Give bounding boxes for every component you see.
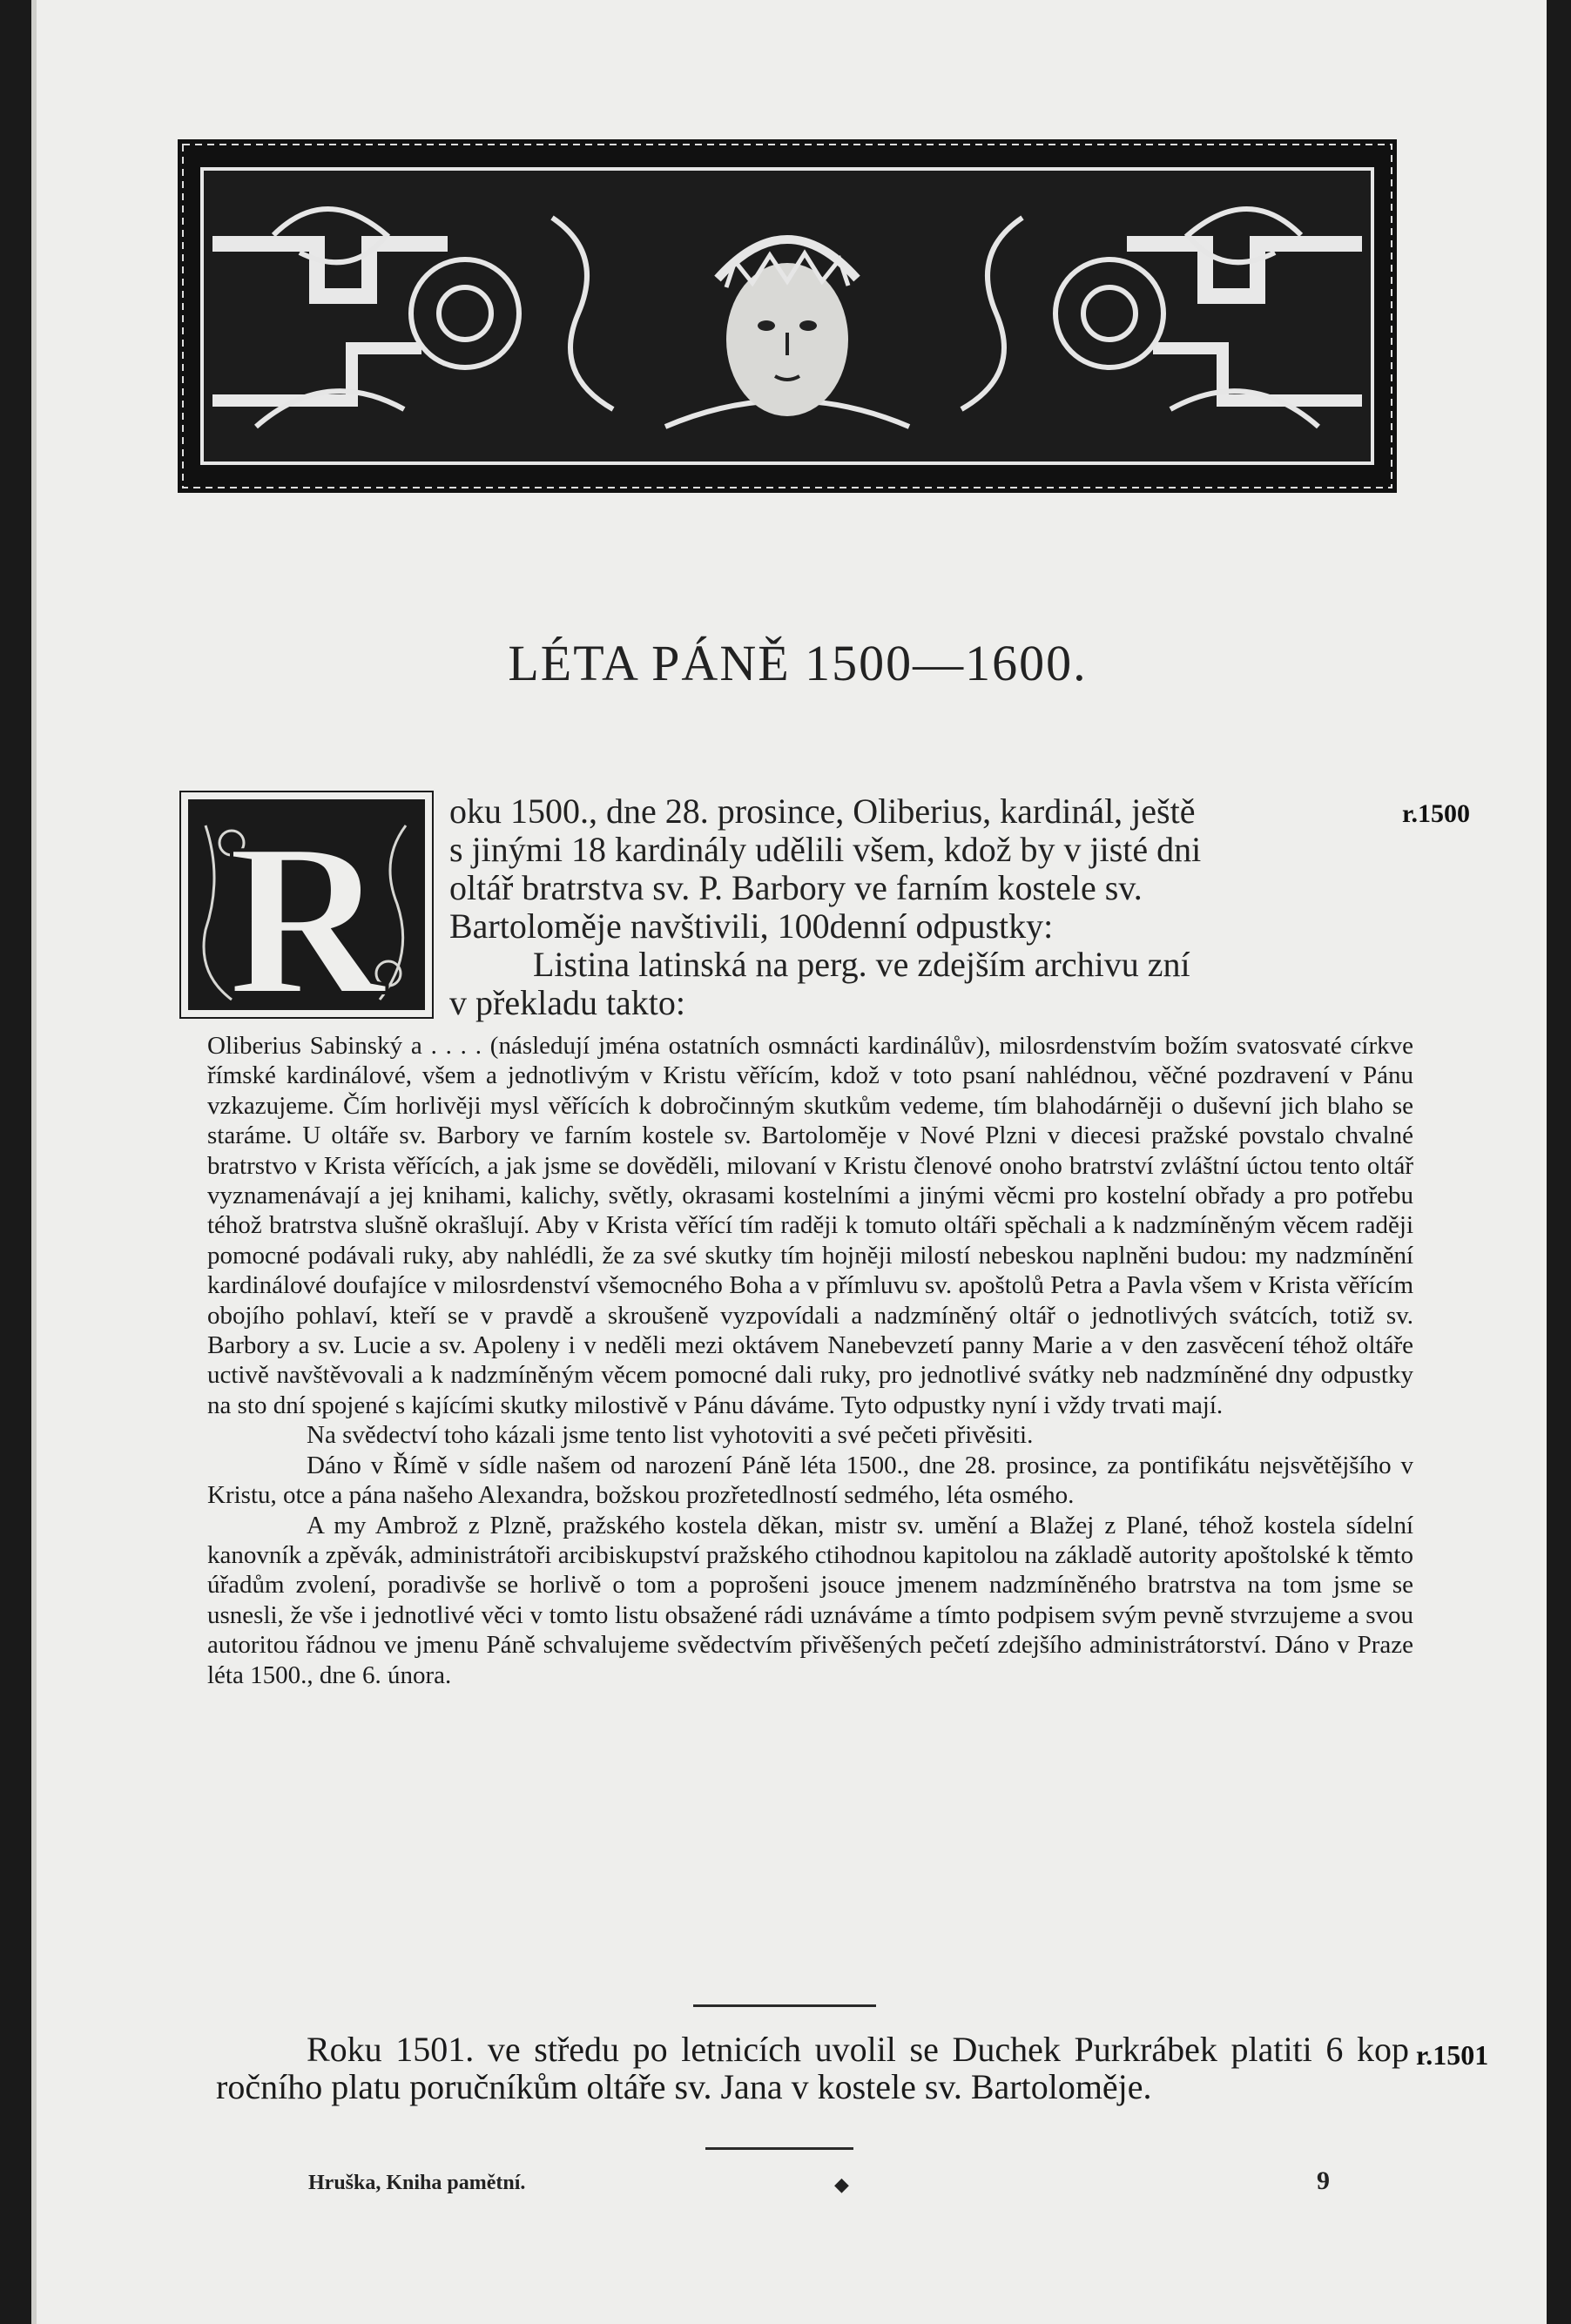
intro-lines xyxy=(449,792,1416,1022)
footer-source: Hruška, Kniha pamětní. xyxy=(308,2172,526,2194)
margin-year-1501: r.1501 xyxy=(1416,2039,1489,2071)
section-divider xyxy=(693,2004,876,2007)
book-page xyxy=(31,0,1547,2324)
dropcap-letter: R xyxy=(227,799,386,1019)
paragraph: A my Ambrož z Plzně, pražského kostela děkan, mistr sv. umění a Blažej z Plané, téhož kostela sídelní kanovník a zpěvák, administrátoři arcibiskupství pražského ctihodnou kapitolou na základě autority apoštolské k těmto úřadům zvolení, poradivše se horlivě o tom a poprošeni jsouce jmenem nadzmíněného bratrstva na tom jsme se usnesli, že vše i jednotlivé věci v tomto listu obsažené rádi uznáváme a tímto podpisem svým pevně stvrzujeme a svou autoritou řádnou ve jmenu Páně schvalujeme svědectvím přivěšených pečetí zdejšího administrátorství. Dáno v Praze léta 1500., dne 6. února. xyxy=(207,1511,1413,1689)
intro-line: s jinými 18 kardinály udělili všem, kdož by v jisté dni xyxy=(449,830,1202,869)
charter-translation xyxy=(207,1031,1413,1690)
paragraph: Oliberius Sabinský a . . . . (následují jména ostatních osmnácti kardinálův), milosrdenstvím božím svatosvaté církve římské kardinálové, všem a jednotlivým v Kristu věřícím, kdož v toto psaní nahlédnou, věčné pozdravení v Pánu vzkazujeme. Čím horlivěji mysl věřících k dobročinným skutkům vedeme, tím blahodárněji o duševní jich blaho se staráme. U oltáře sv. Barbory ve farním kostele sv. Bartoloměje v Nové Plzni v diecesi pražské povstalo chvalné bratrstvo v Krista věřících, a jak jsme se dověděli, milovaní v Kristu členové onoho bratrství zvláštní úctou tento oltář vyznamenávají a jej knihami, kalichy, světly, okrasami kostelními a jinými věcmi pro kostelní obřady a pro potřebu téhož bratrstva slušně okrašlují. Aby v Krista věřící tím raději k tomuto oltáři spěchali a k nadzmíněným věcem raději pomocné podávali ruky, aby nahlédli, že za své skutky tím hojněji milostí nebeskou naplněni budou: my nadzmínění kardinálové doufajíce v milosrdenství všemocného Boha a v přímluvu sv. apoštolů Petra a Pavla všem v Krista věřícím obojího pohlaví, kteří se v pravdě a skroušeně vyzpovídali a nadzmíněný oltář o jednotlivých svátcích, totiž sv. Barbory a sv. Lucie a sv. Apoleny i v neděli mezi oktávem Nanebevzetí panny Marie a v den zasvěcení téhož oltáře uctivě navštěvovali a k nadzmíněným věcem pomocné dali ruky, pro jednotlivé svátky neb nadzmíněné dny odpustky na sto dní spojené s kajícími skutky milostivě v Pánu dáváme. Tyto odpustky nyní i vždy trvati mají. xyxy=(207,1032,1413,1419)
section-divider xyxy=(705,2147,853,2150)
margin-year-1500: r.1500 xyxy=(1402,799,1471,828)
paragraph: Roku 1501. ve středu po letnicích uvolil se Duchek Purkrábek platiti 6 kop ročního platu poručníkům oltáře sv. Jana v kostele sv. Bartoloměje. xyxy=(216,2030,1409,2106)
entry-1501 xyxy=(216,2031,1409,2105)
page-title: LÉTA PÁNĚ 1500—1600. xyxy=(508,635,1088,691)
paragraph: Dáno v Římě v sídle našem od narození Páně léta 1500., dne 28. prosince, za pontifikátu nejsvětějšího v Kristu, otce a pána našeho Alexandra, božskou prozřetedlností sedmého, léta osmého. xyxy=(207,1451,1413,1510)
intro-line: oku 1500., dne 28. prosince, Oliberius, kardinál, ještě xyxy=(449,792,1196,831)
intro-line: Bartoloměje navštivili, 100denní odpustky: xyxy=(449,906,1054,946)
intro-line: oltář bratrstva sv. P. Barbory ve farním kostele sv. xyxy=(449,868,1143,907)
intro-line: v překladu takto: xyxy=(449,983,686,1022)
ornamental-header-banner xyxy=(178,139,1397,493)
intro-line: Listina latinská na perg. ve zdejším archivu zní xyxy=(533,945,1190,984)
paragraph: Na svědectví toho kázali jsme tento list vyhotoviti a své pečeti přivěsiti. xyxy=(307,1421,1034,1450)
page-number: 9 xyxy=(1317,2166,1330,2195)
footer-ornament-icon: ◆ xyxy=(834,2173,849,2195)
ornamental-dropcap xyxy=(179,791,434,1019)
